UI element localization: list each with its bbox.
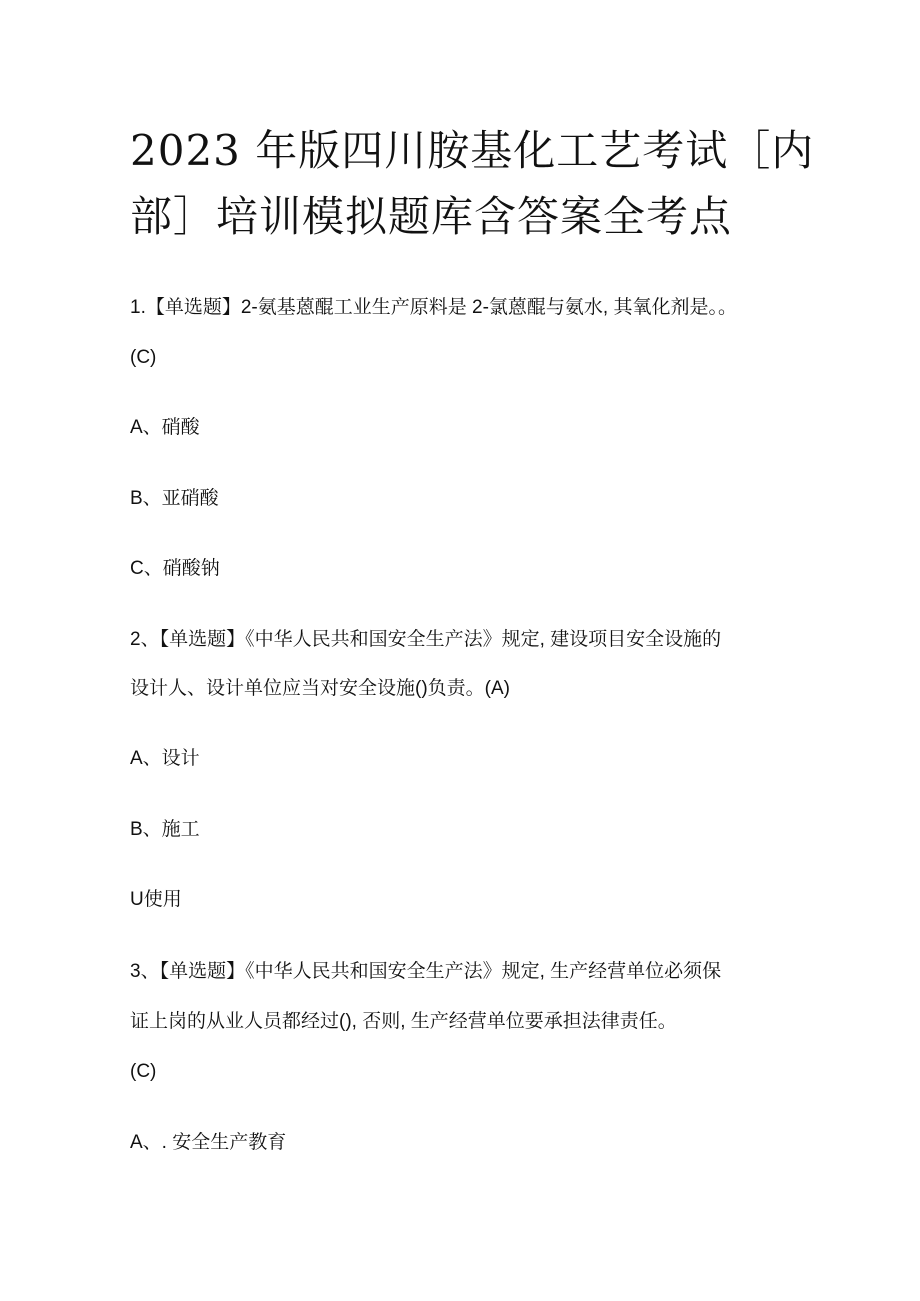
question-2-text-line-1: 2、【单选题】《中华人民共和国安全生产法》规定, 建设项目安全设施的 bbox=[130, 629, 722, 650]
question-2-option-b: B、施工 bbox=[130, 819, 200, 840]
question-1-option-b: B、亚硝酸 bbox=[130, 488, 219, 509]
question-1-option-c: C、硝酸钠 bbox=[130, 558, 220, 579]
question-2-option-c: U使用 bbox=[130, 889, 182, 910]
question-2-option-a: A、设计 bbox=[130, 748, 200, 769]
title-line-2: 部］培训模拟题库含答案全考点 bbox=[130, 192, 733, 241]
question-3-option-a: A、. 安全生产教育 bbox=[130, 1132, 287, 1153]
question-3-text-line-1: 3、【单选题】《中华人民共和国安全生产法》规定, 生产经营单位必须保 bbox=[130, 961, 722, 982]
question-3-text-line-2: 证上岗的从业人员都经过(), 否则, 生产经营单位要承担法律责任。 bbox=[130, 1011, 677, 1032]
question-3-answer: (C) bbox=[130, 1061, 157, 1082]
question-1-option-a: A、硝酸 bbox=[130, 417, 200, 438]
question-1-text: 1.【单选题】2-氨基蒽醌工业生产原料是 2-氯蒽醌与氨水, 其氧化剂是。。 bbox=[130, 297, 737, 318]
question-2-text-line-2: 设计人、设计单位应当对安全设施()负责。(A) bbox=[130, 678, 510, 699]
question-1-answer: (C) bbox=[130, 347, 157, 368]
document-title bbox=[130, 118, 815, 250]
title-line-1: 2023 年版四川胺基化工艺考试［内 bbox=[130, 126, 815, 175]
